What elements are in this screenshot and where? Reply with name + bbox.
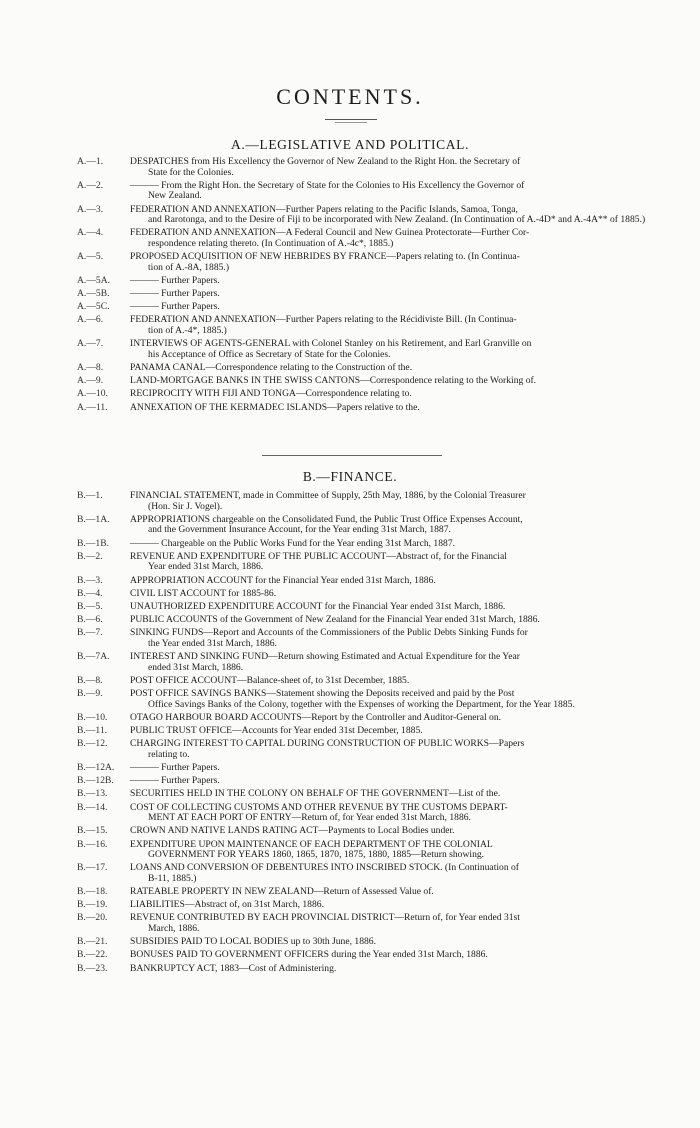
entry-code: A.—5A.	[77, 274, 111, 286]
entry-text	[130, 339, 668, 360]
list-item	[0, 515, 700, 536]
entry-text	[130, 887, 668, 898]
list-item	[0, 652, 700, 673]
page-title: CONTENTS.	[276, 84, 424, 109]
entry-title: FINANCIAL STATEMENT, made in Committee of Supply, 25th May, 1886, by the Colonial Treasurer	[130, 490, 526, 501]
entry-title: CIVIL LIST ACCOUNT for 1885-86.	[130, 587, 277, 599]
list-item	[0, 840, 700, 861]
entry-code: B.—10.	[77, 711, 108, 723]
entry-continuation: MENT AT EACH PORT OF ENTRY—Return of, for Year ended 31st March, 1886.	[148, 812, 471, 824]
entry-code: B.—9.	[77, 688, 103, 700]
entry-code: B.—5.	[77, 600, 103, 612]
entry-text	[130, 950, 668, 961]
entry-text	[130, 602, 668, 613]
list-item	[0, 789, 700, 800]
entry-text	[130, 181, 668, 202]
entry-title: INTEREST AND SINKING FUND—Return showing Estimated and Actual Expenditure for the Year	[130, 651, 520, 663]
entry-code: B.—1.	[77, 490, 103, 501]
entry-title: FEDERATION AND ANNEXATION—Further Papers relating to the Récidiviste Bill. (In Continua-	[130, 314, 517, 326]
entry-text	[130, 276, 668, 287]
entry-title: UNAUTHORIZED EXPENDITURE ACCOUNT for the Financial Year ended 31st March, 1886.	[130, 600, 506, 612]
entry-code: B.—2.	[77, 550, 103, 562]
entry-title: OTAGO HARBOUR BOARD ACCOUNTS—Report by the Controller and Auditor-General on.	[130, 711, 502, 723]
list-item	[0, 763, 700, 774]
entry-code: B.—1B.	[77, 537, 109, 549]
entry-text	[130, 726, 668, 737]
entry-title: SECURITIES HELD IN THE COLONY ON BEHALF OF THE GOVERNMENT—List of the.	[130, 788, 501, 800]
entry-title: LAND-MORTGAGE BANKS IN THE SWISS CANTONS—Correspondence relating to the Working of.	[130, 375, 537, 387]
entry-title: ——— From the Right Hon. the Secretary of State for the Colonies to His Excellency the Governor of	[130, 179, 525, 191]
title-rule-short	[335, 122, 367, 123]
entry-text	[130, 900, 668, 911]
entry-code: B.—20.	[77, 912, 108, 924]
list-item	[0, 776, 700, 787]
entry-text	[130, 539, 668, 550]
list-item	[0, 726, 700, 737]
entry-code: B.—17.	[77, 862, 108, 874]
entry-code: B.—15.	[77, 825, 108, 837]
list-item	[0, 403, 700, 414]
entry-title: ——— Chargeable on the Public Works Fund for the Year ending 31st March, 1887.	[130, 537, 456, 549]
entry-text	[130, 205, 668, 226]
entry-code: B.—18.	[77, 886, 108, 898]
entry-text	[130, 376, 668, 387]
entry-code: A.—5C.	[77, 301, 110, 313]
list-item	[0, 713, 700, 724]
list-item	[0, 689, 700, 710]
entry-title: POST OFFICE ACCOUNT—Balance-sheet of, to 31st December, 1885.	[130, 674, 410, 686]
entry-text	[130, 689, 668, 710]
section-b-heading: B.—FINANCE.	[302, 469, 398, 484]
entry-text	[130, 615, 668, 626]
list-item	[0, 803, 700, 824]
entry-title: LIABILITIES—Abstract of, on 31st March, 1886.	[130, 899, 324, 911]
entry-code: A.—5.	[77, 251, 104, 263]
entry-text	[130, 491, 668, 512]
entry-text	[130, 863, 668, 884]
entry-continuation: GOVERNMENT FOR YEARS 1860, 1865, 1870, 1875, 1880, 1885—Return showing.	[148, 849, 485, 861]
entry-code: A.—9.	[77, 375, 104, 387]
list-item	[0, 628, 700, 649]
entry-code: B.—1A.	[77, 513, 110, 525]
list-item	[0, 252, 700, 273]
entry-title: DESPATCHES from His Excellency the Governor of New Zealand to the Right Hon. the Secretary of	[130, 156, 521, 167]
list-item	[0, 739, 700, 760]
list-item	[0, 589, 700, 600]
entry-text	[130, 913, 668, 934]
entry-title: ——— Further Papers.	[130, 761, 220, 773]
entry-code: A.—8.	[77, 362, 104, 374]
title-rule	[325, 119, 377, 120]
entry-title: ——— Further Papers.	[130, 274, 220, 286]
list-item	[0, 576, 700, 587]
list-item	[0, 676, 700, 687]
entry-code: B.—8.	[77, 674, 103, 686]
entry-title: RATEABLE PROPERTY IN NEW ZEALAND—Return of Assessed Value of.	[130, 886, 434, 898]
list-item	[0, 602, 700, 613]
entry-code: B.—19.	[77, 899, 108, 911]
entry-title: ANNEXATION OF THE KERMADEC ISLANDS—Papers relative to the.	[130, 401, 420, 413]
entry-title: PUBLIC ACCOUNTS of the Government of New Zealand for the Financial Year ended 31st March, 1886.	[130, 614, 540, 626]
entry-continuation: his Acceptance of Office as Secretary of State for the Colonies.	[148, 348, 391, 360]
entry-text	[130, 776, 668, 787]
list-item	[0, 913, 700, 934]
entry-code: B.—13.	[77, 788, 108, 800]
entry-code: B.—11.	[77, 725, 108, 736]
entry-code: A.—5B.	[77, 288, 110, 300]
entry-continuation: respondence relating thereto. (In Continuation of A.-4c*, 1885.)	[148, 237, 394, 249]
entry-title: REVENUE AND EXPENDITURE OF THE PUBLIC ACCOUNT—Abstract of, for the Financial	[130, 550, 507, 562]
entry-text	[130, 789, 668, 800]
entry-title: POST OFFICE SAVINGS BANKS—Statement showing the Deposits received and paid by the Post	[130, 688, 515, 700]
entry-text	[130, 713, 668, 724]
entry-text	[130, 937, 668, 948]
entry-code: A.—10.	[77, 388, 108, 400]
entry-text	[130, 515, 668, 536]
entry-continuation: tion of A.-4*, 1885.)	[148, 325, 227, 337]
entry-text	[130, 803, 668, 824]
entry-title: EXPENDITURE UPON MAINTENANCE OF EACH DEPARTMENT OF THE COLONIAL	[130, 838, 493, 850]
list-item	[0, 289, 700, 300]
list-item	[0, 376, 700, 387]
entry-code: B.—6.	[77, 614, 103, 626]
entry-code: A.—7.	[77, 338, 104, 350]
entry-continuation: B-11, 1885.)	[148, 872, 197, 884]
entry-text	[130, 552, 668, 573]
entry-code: B.—14.	[77, 801, 108, 813]
entry-code: A.—4.	[77, 227, 104, 239]
list-item	[0, 157, 700, 178]
list-item	[0, 826, 700, 837]
list-item	[0, 363, 700, 374]
entry-code: A.—11.	[77, 401, 108, 413]
list-item	[0, 552, 700, 573]
entry-text	[130, 289, 668, 300]
entry-continuation: New Zealand.	[148, 190, 202, 202]
entry-continuation: and Rarotonga, and to the Desire of Fiji to be incorporated with New Zealand. (In Continuation of A.-4D* and A.-4A** of 1885.)	[148, 214, 646, 226]
entry-title: ——— Further Papers.	[130, 301, 220, 313]
section-b-entries	[0, 491, 700, 977]
entry-text	[130, 363, 668, 374]
entry-continuation: and the Government Insurance Account, for the Year ending 31st March, 1887.	[148, 524, 451, 536]
entry-code: A.—2.	[77, 179, 104, 191]
entry-title: PROPOSED ACQUISITION OF NEW HEBRIDES BY FRANCE—Papers relating to. (In Continua-	[130, 251, 520, 263]
entry-code: B.—16.	[77, 838, 108, 850]
list-item	[0, 964, 700, 975]
entry-text	[130, 840, 668, 861]
entry-title: APPROPRIATION ACCOUNT for the Financial Year ended 31st March, 1886.	[130, 574, 436, 586]
entry-text	[130, 252, 668, 273]
entry-text	[130, 403, 668, 414]
entry-title: PANAMA CANAL—Correspondence relating to the Construction of the.	[130, 362, 413, 374]
entry-title: ——— Further Papers.	[130, 288, 220, 300]
entry-text	[130, 315, 668, 336]
entry-text	[130, 676, 668, 687]
list-item	[0, 389, 700, 400]
entry-continuation: Year ended 31st March, 1886.	[148, 561, 264, 573]
entry-title: PUBLIC TRUST OFFICE—Accounts for Year ended 31st December, 1885.	[130, 725, 423, 736]
entry-code: B.—7.	[77, 627, 103, 639]
list-item	[0, 276, 700, 287]
entry-title: ——— Further Papers.	[130, 775, 220, 787]
entry-code: B.—7A.	[77, 651, 110, 663]
entry-title: APPROPRIATIONS chargeable on the Consolidated Fund, the Public Trust Office Expenses Account,	[130, 513, 523, 525]
entry-code: B.—3.	[77, 574, 103, 586]
entry-title: FEDERATION AND ANNEXATION—A Federal Council and New Guinea Protectorate—Further Cor-	[130, 227, 530, 239]
entry-text	[130, 157, 668, 178]
entry-code: A.—3.	[77, 203, 104, 215]
entry-continuation: March, 1886.	[148, 923, 200, 935]
entry-code: B.—4.	[77, 587, 103, 599]
list-item	[0, 615, 700, 626]
entry-code: A.—1.	[77, 156, 104, 167]
entry-text	[130, 589, 668, 600]
list-item	[0, 491, 700, 512]
list-item	[0, 539, 700, 550]
section-divider	[262, 455, 442, 456]
entry-code: B.—21.	[77, 936, 108, 948]
list-item	[0, 228, 700, 249]
entry-continuation: tion of A.-8A, 1885.)	[148, 261, 230, 273]
entry-title: CROWN AND NATIVE LANDS RATING ACT—Payments to Local Bodies under.	[130, 825, 455, 837]
entry-title: COST OF COLLECTING CUSTOMS AND OTHER REVENUE BY THE CUSTOMS DEPART-	[130, 801, 508, 813]
entry-text	[130, 739, 668, 760]
entry-code: B.—22.	[77, 949, 108, 961]
entry-title: BONUSES PAID TO GOVERNMENT OFFICERS during the Year ended 31st March, 1886.	[130, 949, 488, 961]
entry-text	[130, 826, 668, 837]
entry-title: SUBSIDIES PAID TO LOCAL BODIES up to 30th June, 1886.	[130, 936, 376, 948]
entry-title: CHARGING INTEREST TO CAPITAL DURING CONSTRUCTION OF PUBLIC WORKS—Papers	[130, 738, 525, 750]
entry-continuation: State for the Colonies.	[148, 166, 234, 178]
entry-text	[130, 302, 668, 313]
entry-continuation: the Year ended 31st March, 1886.	[148, 637, 277, 649]
list-item	[0, 315, 700, 336]
entry-text	[130, 652, 668, 673]
entry-code: B.—12A.	[77, 761, 115, 773]
list-item	[0, 900, 700, 911]
entry-continuation: (Hon. Sir J. Vogel).	[148, 500, 223, 512]
entry-code: A.—6.	[77, 314, 104, 326]
entry-text	[130, 576, 668, 587]
entry-code: B.—12.	[77, 738, 108, 750]
entry-text	[130, 628, 668, 649]
list-item	[0, 205, 700, 226]
list-item	[0, 887, 700, 898]
entry-code: B.—12B.	[77, 775, 114, 787]
list-item	[0, 302, 700, 313]
entry-continuation: Office Savings Banks of the Colony, together with the Expenses of working the Department, for the Year 1885.	[148, 698, 575, 710]
section-a-heading: A.—LEGISLATIVE AND POLITICAL.	[231, 137, 469, 152]
entry-text	[130, 964, 668, 975]
entry-continuation: ended 31st March, 1886.	[148, 661, 244, 673]
entry-code: B.—23.	[77, 962, 108, 974]
entry-title: RECIPROCITY WITH FIJI AND TONGA—Correspondence relating to.	[130, 388, 412, 400]
entry-title: LOANS AND CONVERSION OF DEBENTURES INTO INSCRIBED STOCK. (In Continuation of	[130, 862, 520, 874]
entry-continuation: relating to.	[148, 748, 190, 760]
entry-text	[130, 389, 668, 400]
list-item	[0, 181, 700, 202]
list-item	[0, 863, 700, 884]
entry-title: FEDERATION AND ANNEXATION—Further Papers relating to the Pacific Islands, Samoa, Tonga,	[130, 203, 518, 215]
entry-text	[130, 228, 668, 249]
entry-text	[130, 763, 668, 774]
entry-title: SINKING FUNDS—Report and Accounts of the Commissioners of the Public Debts Sinking Funds for	[130, 627, 528, 639]
section-a-entries	[0, 157, 700, 416]
entry-title: INTERVIEWS OF AGENTS-GENERAL with Colonel Stanley on his Retirement, and Earl Granville on	[130, 338, 532, 350]
list-item	[0, 339, 700, 360]
list-item	[0, 937, 700, 948]
entry-title: BANKRUPTCY ACT, 1883—Cost of Administering.	[130, 962, 337, 974]
entry-title: REVENUE CONTRIBUTED BY EACH PROVINCIAL DISTRICT—Return of, for Year ended 31st	[130, 912, 520, 924]
list-item	[0, 950, 700, 961]
